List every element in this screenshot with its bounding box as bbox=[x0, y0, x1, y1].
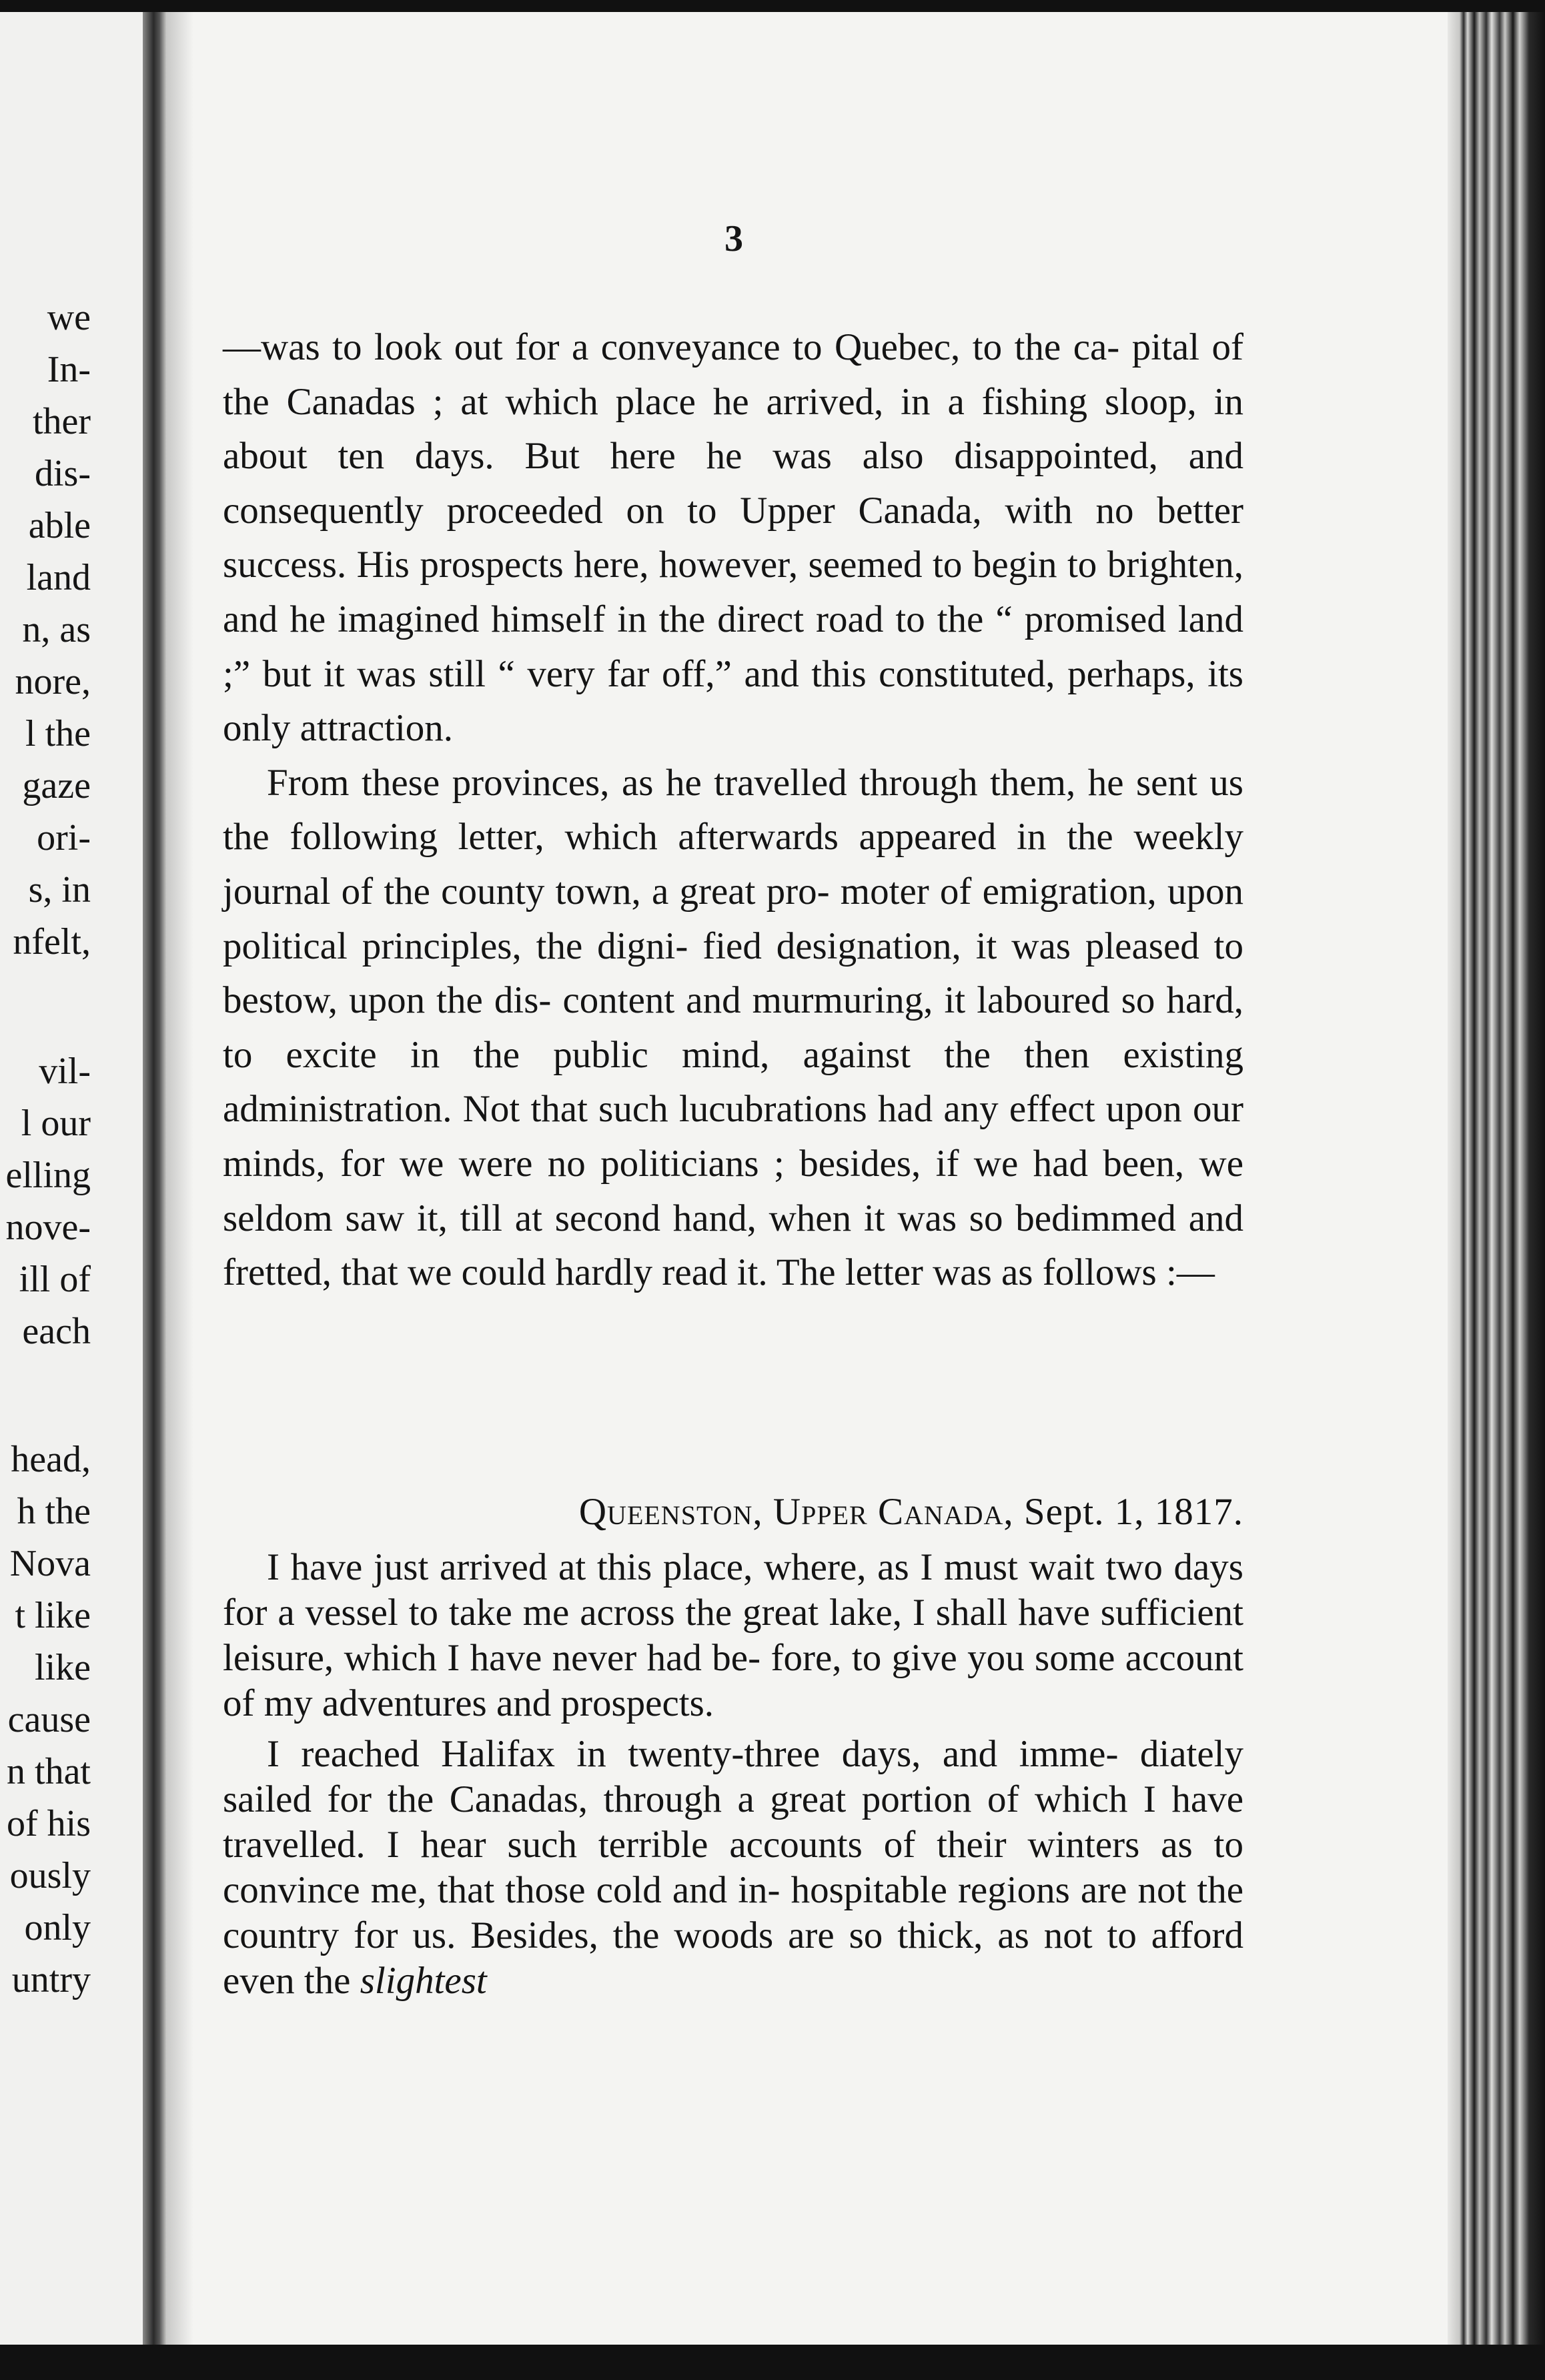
letter-heading bbox=[223, 1485, 1243, 1540]
left-facing-page bbox=[0, 12, 148, 2345]
left-line: s, in bbox=[28, 869, 91, 911]
left-line: cause bbox=[7, 1699, 91, 1740]
page-number: 3 bbox=[724, 218, 743, 259]
left-line: only bbox=[24, 1907, 91, 1948]
left-line: n, as bbox=[22, 609, 91, 650]
body-paragraph: From these provinces, as he travelled through them, he sent us the following letter, which afterwards appeared in the weekly journal of the county town, a great pro- moter of emigration, upon political principles, the digni- fied designation, it was pleased to bestow, upon the dis- content and murmuring, it laboured so hard, to excite in the public mind, against the then existing administration. Not that such lucubrations had any effect upon our minds, for we were no politicians ; besides, if we had been, we seldom saw it, till at second hand, when it was so bedimmed and fretted, that we could hardly read it. The letter was as follows :— bbox=[223, 761, 1243, 1294]
book-gutter bbox=[143, 12, 167, 2345]
letter-place: Queenston, Upper Canada, bbox=[578, 1491, 1014, 1533]
left-line: untry bbox=[11, 1959, 91, 2000]
left-line: of his bbox=[7, 1803, 91, 1844]
left-line: head, bbox=[11, 1439, 91, 1480]
left-line: we bbox=[47, 297, 91, 338]
left-line: ously bbox=[9, 1855, 91, 1896]
left-line: land bbox=[26, 557, 91, 598]
letter-italic-word: slightest bbox=[360, 1960, 487, 2002]
letter-paragraph: I have just arrived at this place, where, as I must wait two days for a vessel to take me across the great lake, I shall have sufficient leisure, which I have never had be- fore, to give you some account of my adventures and prospects. bbox=[223, 1546, 1243, 1724]
left-line: each bbox=[22, 1311, 91, 1352]
left-line: l the bbox=[25, 713, 91, 754]
left-line: elling bbox=[5, 1155, 91, 1196]
left-line: vil- bbox=[39, 1051, 91, 1092]
body-text bbox=[223, 320, 1243, 1300]
body-paragraph: —was to look out for a conveyance to Quebec, to the ca- pital of the Canadas ; at which place he arrived, in a fishing sloop, in about ten days. But here he was also disappointed, and consequently proceeded on to Upper Canada, with no better success. His prospects here, however, seemed to begin to brighten, and he imagined himself in the direct road to the “ promised land ;” but it was still “ very far off,” and this constituted, perhaps, its only attraction. bbox=[223, 326, 1243, 750]
left-line: t like bbox=[15, 1595, 91, 1636]
left-line: nove- bbox=[5, 1207, 91, 1248]
left-line: like bbox=[35, 1647, 91, 1688]
gutter-shadow bbox=[167, 12, 193, 2345]
letter-body bbox=[223, 1545, 1243, 2004]
left-line: nfelt, bbox=[13, 921, 91, 963]
left-line: Nova bbox=[9, 1543, 91, 1584]
left-line: n that bbox=[7, 1751, 91, 1792]
letter-paragraph-text: I reached Halifax in twenty-three days, and imme- diately sailed for the Canadas, through a great portion of which I have travelled. I hear such terrible accounts of their winters as to convince me, that those cold and in- hospitable regions are not the country for us. Besides, the woods are so thick, as not to afford even the bbox=[223, 1733, 1243, 2002]
left-line: l our bbox=[21, 1103, 91, 1144]
left-line: nore, bbox=[15, 661, 91, 702]
left-line: gaze bbox=[22, 765, 91, 806]
left-line: ill of bbox=[19, 1259, 91, 1300]
left-line: ther bbox=[32, 401, 91, 442]
left-line: dis- bbox=[35, 453, 91, 494]
scan-top-edge bbox=[0, 0, 1545, 12]
left-line: h the bbox=[17, 1491, 91, 1532]
scan-bottom-edge bbox=[0, 2345, 1545, 2380]
page-edges bbox=[1448, 12, 1545, 2345]
left-line: In- bbox=[47, 349, 91, 390]
letter-date: Sept. 1, 1817. bbox=[1023, 1491, 1243, 1533]
left-line: able bbox=[28, 505, 91, 546]
left-line: ori- bbox=[37, 817, 91, 858]
letter-paragraph bbox=[223, 1732, 1243, 2004]
